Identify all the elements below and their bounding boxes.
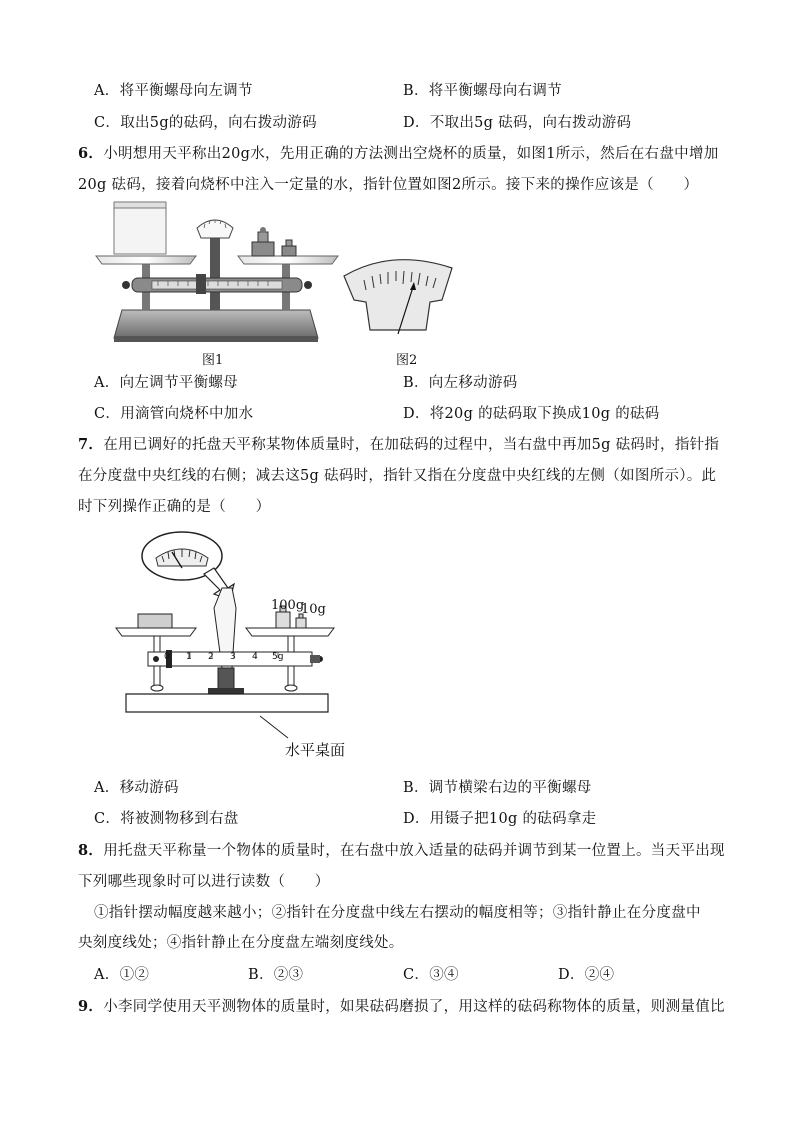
q8-option-d: D．②④ bbox=[558, 967, 615, 983]
q7-tick-5g: 5g bbox=[272, 652, 284, 662]
q6-fig1-caption: 图1 bbox=[202, 353, 224, 368]
q6-balance-figure bbox=[92, 198, 462, 350]
q7-tick-4: 4 bbox=[252, 652, 258, 662]
q6-option-b: B．向左移动游码 bbox=[403, 375, 518, 391]
q7-tick-1: 1 bbox=[186, 652, 192, 662]
q7-option-c: C．将被测物移到右盘 bbox=[94, 811, 239, 827]
q5-option-a: A．将平衡螺母向左调节 bbox=[94, 83, 253, 99]
q7-balance-figure bbox=[110, 528, 350, 768]
q8-stem-line3: ①指针摆动幅度越来越小；②指针在分度盘中线左右摆动的幅度相等；③指针静止在分度盘中 bbox=[94, 905, 701, 921]
q6-option-c: C．用滴管向烧杯中加水 bbox=[94, 406, 254, 422]
q8-stem-line2: 下列哪些现象时可以进行读数（ ） bbox=[78, 874, 330, 890]
q7-stem-line1: 7．在用已调好的托盘天平称某物体质量时，在加砝码的过程中，当右盘中再加5g 砝码时，指针指 bbox=[78, 436, 720, 453]
q7-desk-label: 水平桌面 bbox=[285, 741, 346, 759]
q5-option-d: D．不取出5g 砝码，向右拨动游码 bbox=[403, 115, 632, 131]
q7-beam-scale bbox=[164, 652, 294, 666]
q5-option-b: B．将平衡螺母向右调节 bbox=[403, 83, 562, 99]
q6-stem-line1: 6．小明想用天平称出20g水，先用正确的方法测出空烧杯的质量，如图1所示，然后在右盘中增加 bbox=[78, 145, 719, 162]
q7-tick-3: 3 bbox=[230, 652, 236, 662]
q6-number: 6． bbox=[78, 145, 104, 162]
q6-option-d: D．将20g 的砝码取下换成10g 的砝码 bbox=[403, 406, 660, 422]
q7-weight-100g-label: 100g bbox=[271, 598, 305, 613]
q9-stem-line1: 9．小李同学使用天平测物体的质量时，如果砝码磨损了，用这样的砝码称物体的质量，则测量值比 bbox=[78, 998, 725, 1015]
q8-number: 8． bbox=[78, 842, 104, 859]
q7-number: 7． bbox=[78, 436, 104, 453]
q7-option-b: B．调节横梁右边的平衡螺母 bbox=[403, 780, 592, 796]
q6-option-a: A．向左调节平衡螺母 bbox=[94, 375, 238, 391]
q7-option-d: D．用镊子把10g 的砝码拿走 bbox=[403, 811, 597, 827]
q6-fig2-caption: 图2 bbox=[396, 353, 418, 368]
q9-number: 9． bbox=[78, 998, 104, 1015]
q8-stem-line4: 央刻度线处；④指针静止在分度盘左端刻度线处。 bbox=[78, 935, 404, 951]
q7-weight-10g-label: 10g bbox=[301, 602, 326, 617]
q8-option-a: A．①② bbox=[94, 967, 150, 983]
q7-tick-2: 2 bbox=[208, 652, 214, 662]
q6-stem-line2: 20g 砝码，接着向烧杯中注入一定量的水，指针位置如图2所示。接下来的操作应该是（ ） bbox=[78, 177, 699, 193]
q5-option-c: C．取出5g的砝码，向右拨动游码 bbox=[94, 115, 317, 131]
q8-option-c: C．③④ bbox=[403, 967, 459, 983]
q7-stem-line3: 时下列操作正确的是（ ） bbox=[78, 499, 271, 515]
q7-tick-0: 0 bbox=[164, 652, 170, 662]
q7-stem-line2: 在分度盘中央红线的右侧；减去这5g 砝码时，指针又指在分度盘中央红线的左侧（如图所示）。此 bbox=[78, 468, 717, 484]
q8-option-b: B．②③ bbox=[248, 967, 304, 983]
q8-stem-line1: 8．用托盘天平称量一个物体的质量时，在右盘中放入适量的砝码并调节到某一位置上。当天平出现 bbox=[78, 842, 725, 859]
q7-option-a: A．移动游码 bbox=[94, 780, 179, 796]
